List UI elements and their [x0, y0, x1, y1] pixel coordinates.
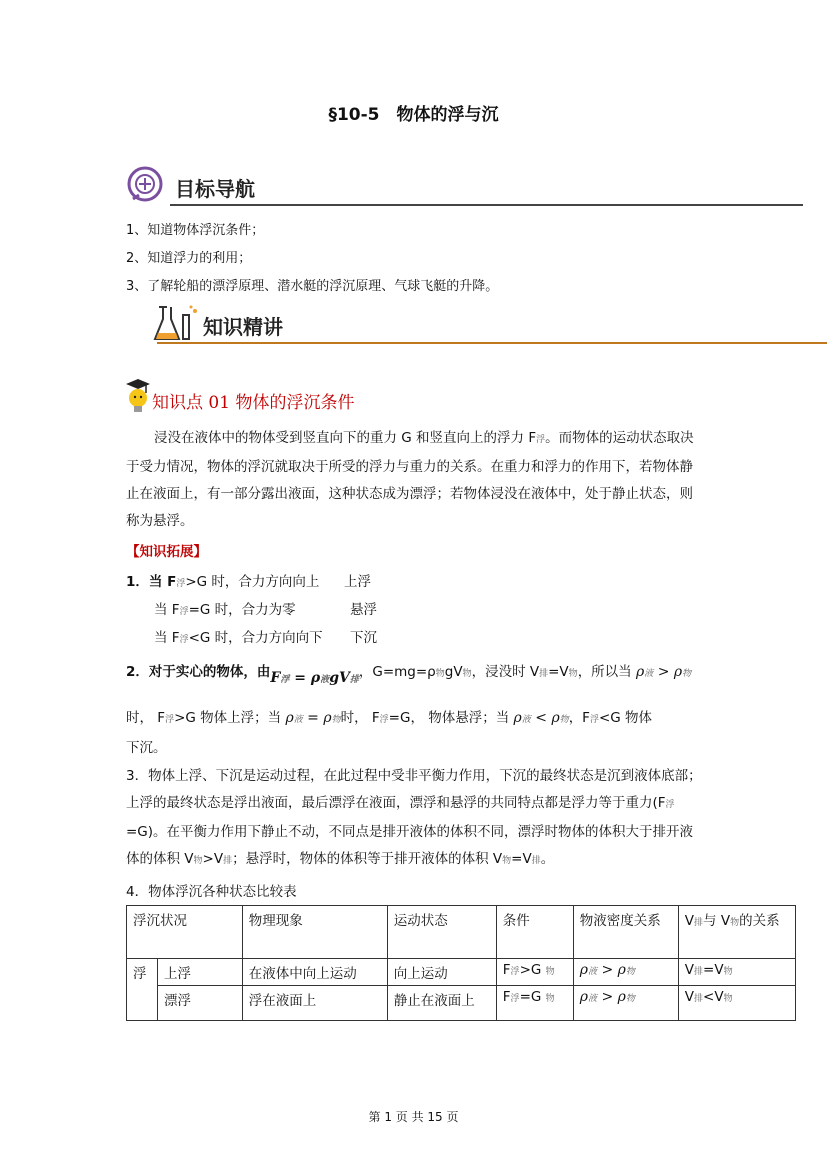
cond1-pre: 1．当 F — [126, 574, 177, 590]
point3-paragraph: 3．物体上浮、下沉是运动过程，在此过程中受非平衡力作用，下沉的最终状态是沉到液体底部；上浮的最终状态是浮出液面，最后漂浮在液面，漂浮和悬浮的共同特点都是浮力等于重力(F浮=G)。在平衡力作用下静止不动，不同点是排开液体的体积不同，漂浮时物体的体积大于排开液体的体积 V物>V排；悬浮时，物体的体积等于排开液体的体积 V物=V排。 — [126, 768, 702, 867]
rho-liq-eq-obj: ρ液 = ρ物 — [285, 710, 341, 726]
intro-text-a: 浸没在液体中的物体受到竖直向下的重力 G 和竖直向上的浮力 F — [154, 430, 537, 446]
cond3-sub: 浮 — [179, 635, 189, 645]
table-group-cell: 浮 — [127, 959, 158, 1021]
buoyancy-formula: F浮 = ρ液gV排 — [270, 670, 359, 686]
table-header: 物理现象 — [242, 906, 387, 959]
table-cell: 向上运动 — [387, 959, 496, 986]
point4-heading: 4．物体浮沉各种状态比较表 — [126, 884, 297, 900]
table-header: 运动状态 — [387, 906, 496, 959]
table-cell: ρ液 > ρ物 — [573, 986, 678, 1021]
page-footer: 第 1 页 共 15 页 — [368, 1110, 459, 1124]
intro-text-b: 。而物体的运动状态取决于受力情况，物体的浮沉就取决于所受的浮力与重力的关系。在重力和浮力的作用下，若物体静止在液面上，有一部分露出液面，这种状态成为漂浮；若物体浸没在液体中，处于静止状态，则称为悬浮。 — [126, 430, 694, 529]
rho-liq-gt-obj: ρ液 > ρ物 — [635, 664, 692, 680]
table-row — [127, 986, 796, 1021]
point2-line1: 2．对于实心的物体，由F浮 = ρ液gV排，G=mg=ρ物gV物，浸没时 V排=V物，所以当 ρ液 > ρ物 — [126, 664, 692, 686]
condition-row-1 — [126, 570, 371, 590]
table-header: 条件 — [496, 906, 573, 959]
intro-sub: 浮 — [536, 435, 546, 445]
table-header-row — [127, 906, 796, 959]
table-cell: 在液体中向上运动 — [242, 959, 387, 986]
condition-row-3 — [154, 626, 377, 646]
table-header: 物液密度关系 — [573, 906, 678, 959]
p2-text-b: ，G=mg=ρ — [358, 664, 436, 680]
table-header: 浮沉状况 — [127, 906, 243, 959]
brain-head-icon — [125, 165, 169, 205]
page-title: §10-5 物体的浮与沉 — [328, 105, 499, 125]
cond1-state: 上浮 — [344, 574, 371, 590]
graduate-bulb-icon — [124, 378, 152, 414]
table-cell: ρ液 > ρ物 — [573, 959, 678, 986]
point2-line2: 时， F浮>G 物体上浮；当 ρ液 = ρ物时， F浮=G， 物体悬浮；当 ρ液 < ρ物，F浮<G 物体 — [126, 710, 653, 726]
cond2-pre: 当 F — [154, 602, 180, 618]
rho-liq-lt-obj: ρ液 < ρ物 — [513, 710, 569, 726]
cond2-sub: 浮 — [179, 607, 189, 617]
goal-item-2: 2、知道浮力的利用； — [126, 251, 252, 266]
goal-banner-label: 目标导航 — [175, 177, 255, 201]
table-cell: V排=V物 — [678, 959, 795, 986]
knowledge-banner-divider — [157, 342, 827, 344]
table-row — [127, 959, 796, 986]
goal-banner-divider — [170, 204, 803, 206]
table-cell: 浮在液面上 — [242, 986, 387, 1021]
table-cell: 静止在液面上 — [387, 986, 496, 1021]
condition-row-2 — [154, 598, 377, 618]
cond1-sub: 浮 — [176, 579, 186, 589]
cond3-state: 下沉 — [350, 630, 377, 646]
cond1-rel: >G 时，合力方向向上 — [185, 574, 320, 590]
knowledge-expand-label: 【知识拓展】 — [126, 544, 207, 560]
point2-line3: 下沉。 — [126, 740, 167, 756]
cond2-rel: =G 时，合力为零 — [188, 602, 296, 618]
p2-text-a: 2．对于实心的物体，由 — [126, 664, 271, 680]
knowledge-point-title: 知识点 01 物体的浮沉条件 — [152, 393, 355, 413]
goal-item-3: 3、了解轮船的漂浮原理、潜水艇的浮沉原理、气球飞艇的升降。 — [126, 279, 499, 294]
cond3-pre: 当 F — [154, 630, 180, 646]
table-cell: 漂浮 — [158, 986, 243, 1021]
table-cell: F浮>G 物 — [496, 959, 573, 986]
table-cell: 上浮 — [158, 959, 243, 986]
table-cell: V排<V物 — [678, 986, 795, 1021]
table-header: V排与 V物的关系 — [678, 906, 795, 959]
table-cell: F浮=G 物 — [496, 986, 573, 1021]
intro-paragraph — [126, 425, 706, 535]
goal-banner — [125, 165, 805, 205]
goal-item-1: 1、知道物体浮沉条件； — [126, 223, 265, 238]
cond3-rel: <G 时，合力方向向下 — [188, 630, 323, 646]
float-sink-comparison-table — [126, 905, 796, 1021]
knowledge-banner — [125, 303, 827, 343]
knowledge-banner-label: 知识精讲 — [203, 315, 283, 339]
cond2-state: 悬浮 — [350, 602, 377, 618]
